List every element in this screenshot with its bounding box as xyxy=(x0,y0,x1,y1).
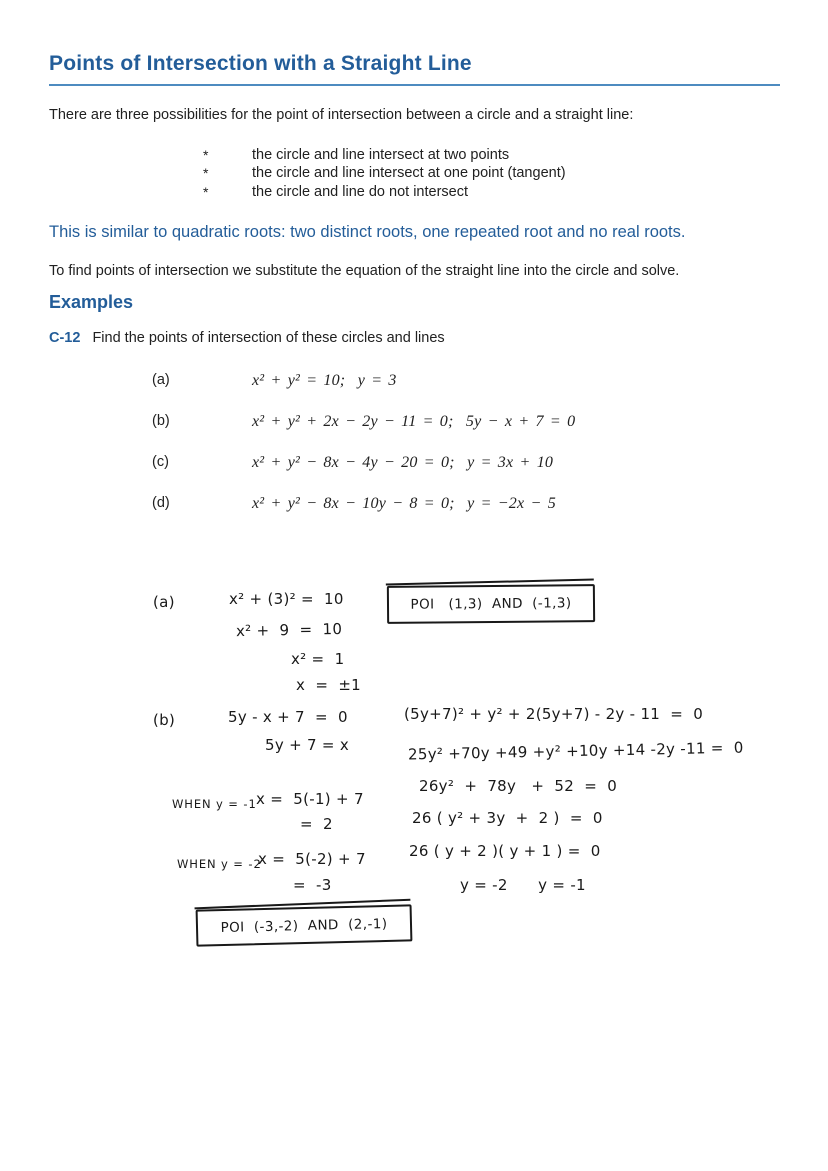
hw-b-case-work: x = 5(-2) + 7 xyxy=(258,850,366,868)
hw-a-step: x² + 9 = 10 xyxy=(235,619,343,641)
hw-b-case-work: x = 5(-1) + 7 xyxy=(256,790,364,808)
method-paragraph: To find points of intersection we substitute the equation of the straight line into the circle and solve. xyxy=(49,263,680,280)
examples-heading: Examples xyxy=(49,292,134,313)
hw-b-step: 5y - x + 7 = 0 xyxy=(228,708,348,726)
hw-a-step: x = ±1 xyxy=(296,676,362,694)
equation-text: x² + y² − 8x − 10y − 8 = 0; y = −2x − 5 xyxy=(252,495,556,513)
bullet-text: the circle and line intersect at one point (tangent) xyxy=(252,165,566,182)
hw-part-a-label: (a) xyxy=(152,592,175,612)
hw-b-case-result: = 2 xyxy=(300,815,333,833)
equation-text: x² + y² + 2x − 2y − 11 = 0; 5y − x + 7 = 0 xyxy=(252,413,576,431)
answer-box-a xyxy=(387,584,595,624)
hw-b-case-when: WHEN y = -2 xyxy=(177,857,262,871)
part-label: (a) xyxy=(152,372,170,389)
hw-part-b-label: (b) xyxy=(152,710,176,730)
bullet-marker: * xyxy=(203,183,209,200)
equation-text: x² + y² − 8x − 4y − 20 = 0; y = 3x + 10 xyxy=(252,454,554,472)
bullet-text: the circle and line intersect at two points xyxy=(252,147,510,163)
hw-b-subst-step: 26 ( y + 2 )( y + 1 ) = 0 xyxy=(409,842,601,860)
answer-box-b xyxy=(196,904,413,946)
exercise-code: C-12 xyxy=(49,330,81,347)
intro-paragraph: There are three possibilities for the point of intersection between a circle and a straight line: xyxy=(49,107,634,123)
hw-b-step: 5y + 7 = x xyxy=(265,736,350,754)
hw-b-roots: y = -2 y = -1 xyxy=(460,876,586,894)
bullet-text: the circle and line do not intersect xyxy=(252,183,469,200)
hw-b-subst-step: 26y² + 78y + 52 = 0 xyxy=(419,777,618,795)
hw-a-step: x² = 1 xyxy=(291,650,345,668)
hw-b-case-when: WHEN y = -1 xyxy=(172,797,257,811)
hw-b-subst-step: 26 ( y² + 3y + 2 ) = 0 xyxy=(412,809,603,827)
answer-text-b: POI (-3,-2) AND (2,-1) xyxy=(220,915,388,936)
answer-text-a: POI (1,3) AND (-1,3) xyxy=(410,595,572,613)
quadratic-note: This is similar to quadratic roots: two distinct roots, one repeated root and no real roots. xyxy=(49,223,686,242)
hw-b-subst-step: (5y+7)² + y² + 2(5y+7) - 2y - 11 = 0 xyxy=(404,705,704,723)
part-label: (d) xyxy=(152,495,170,512)
bullet-marker: * xyxy=(203,165,209,182)
part-label: (b) xyxy=(152,413,170,430)
hw-a-step: x² + (3)² = 10 xyxy=(229,590,344,608)
page-title: Points of Intersection with a Straight Line xyxy=(49,52,780,86)
hw-b-case-result: = -3 xyxy=(293,876,332,894)
part-label: (c) xyxy=(152,454,169,471)
exercise-prompt: Find the points of intersection of these circles and lines xyxy=(92,330,445,347)
bullet-marker: * xyxy=(203,147,209,163)
hw-b-subst-step: 25y² +70y +49 +y² +10y +14 -2y -11 = 0 xyxy=(407,738,744,764)
equation-text: x² + y² = 10; y = 3 xyxy=(252,372,397,390)
